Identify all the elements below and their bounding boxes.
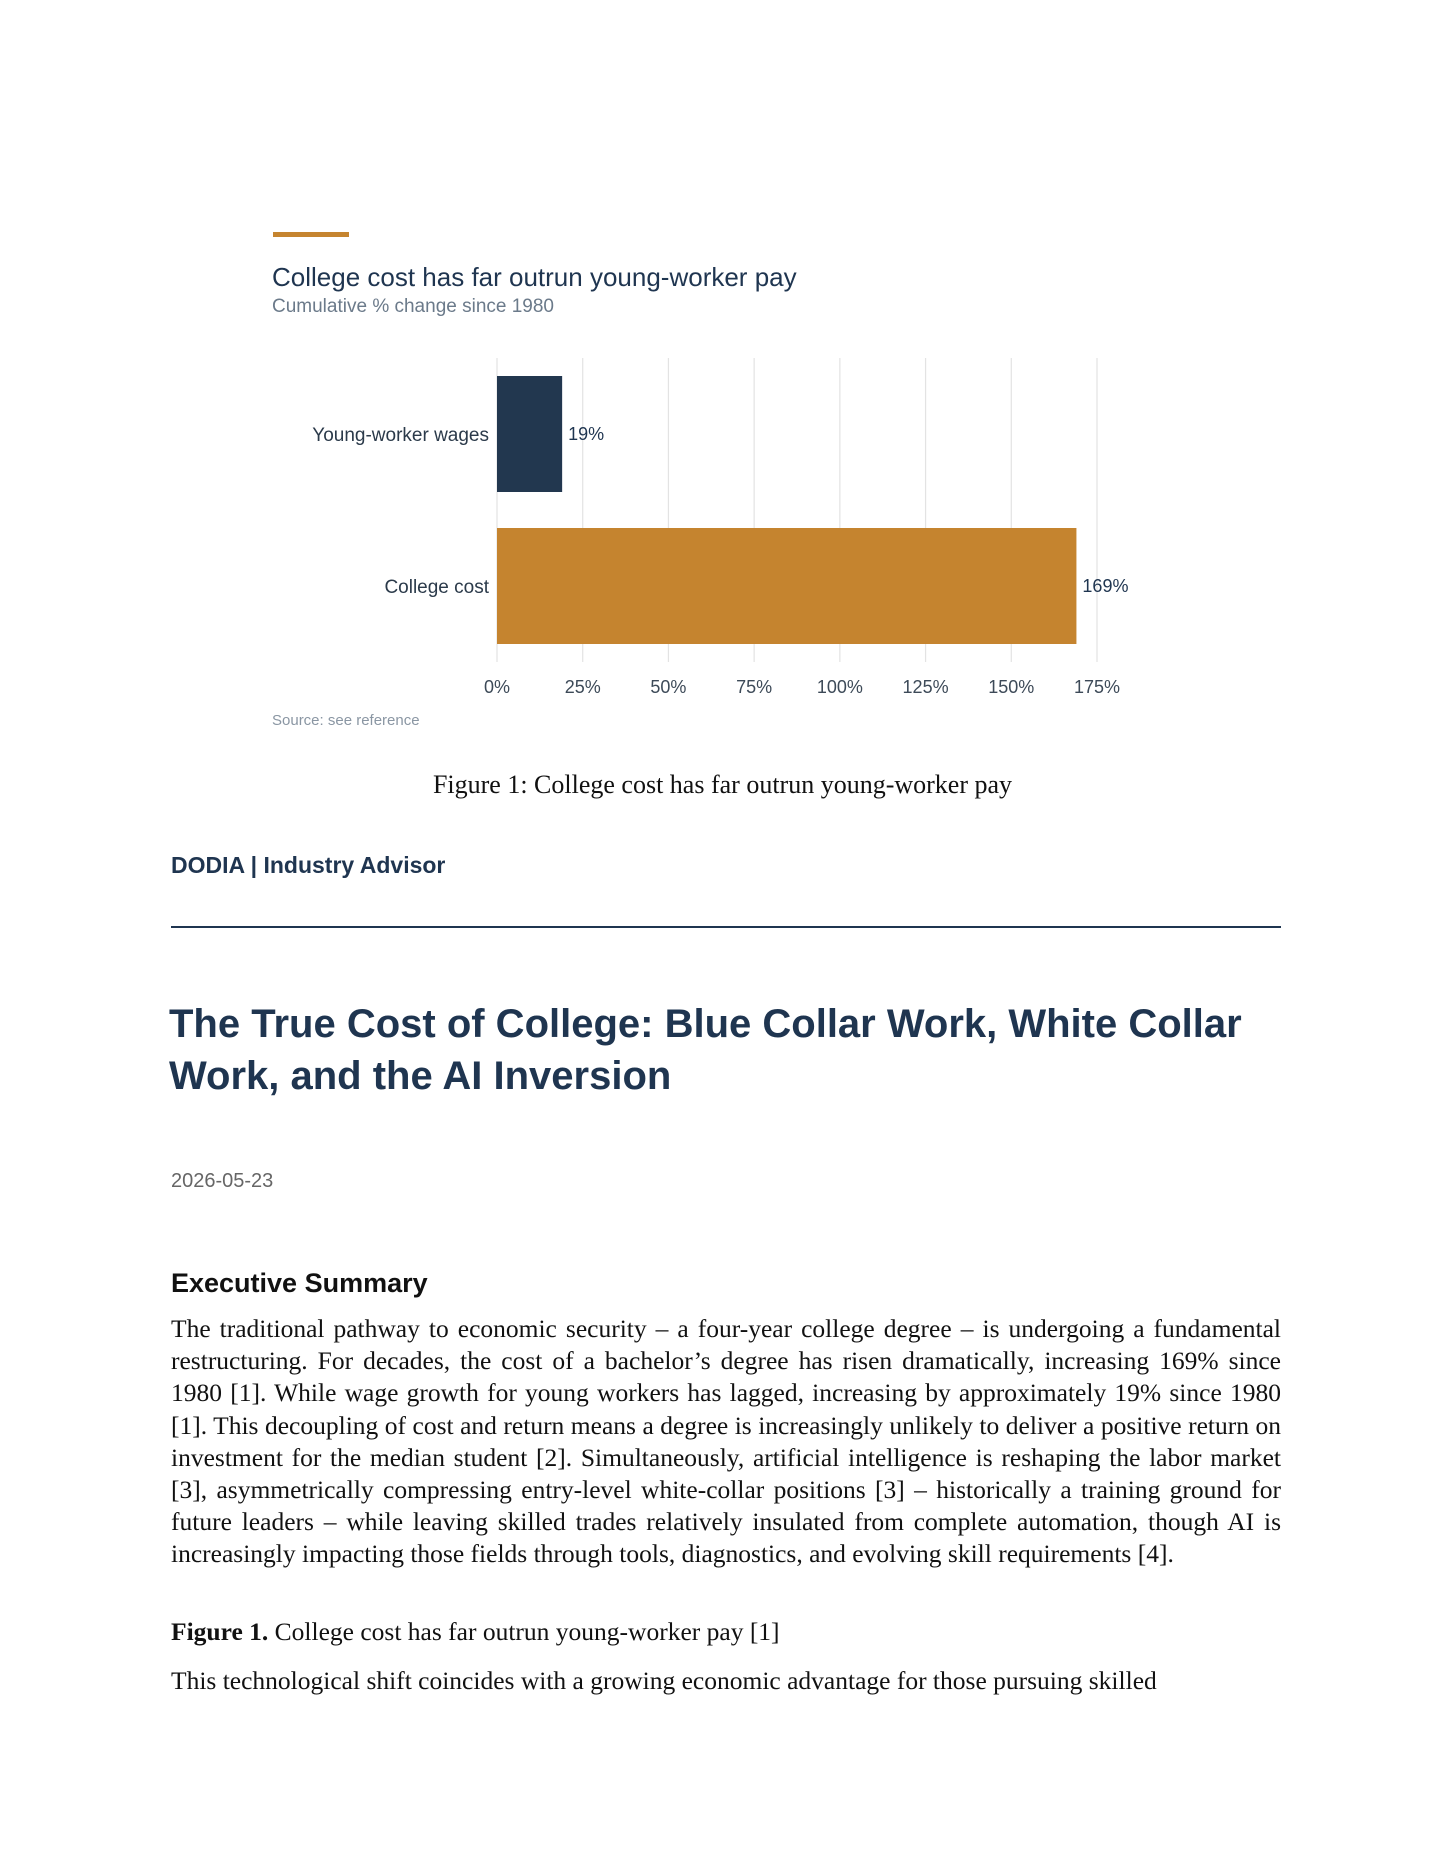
figure-caption: Figure 1: College cost has far outrun young-worker pay	[432, 770, 1013, 799]
chart-title: College cost has far outrun young-worker pay	[272, 262, 797, 292]
document-title: The True Cost of College: Blue Collar Work, White Collar Work, and the AI Inversion	[169, 1002, 1242, 1098]
brand-header: DODIA | Industry Advisor	[171, 852, 446, 878]
x-tick-label: 150%	[988, 677, 1035, 697]
header-divider	[171, 926, 1281, 928]
figure-reference-label: Figure 1.	[171, 1617, 269, 1646]
bar	[497, 528, 1076, 644]
chart-subtitle: Cumulative % change since 1980	[272, 296, 555, 317]
category-label: Young-worker wages	[312, 425, 489, 446]
bar-chart	[0, 0, 1445, 760]
bar	[497, 376, 562, 492]
x-tick-label: 75%	[736, 677, 773, 697]
x-tick-label: 175%	[1073, 677, 1121, 697]
body-paragraph: This technological shift coincides with a growing economic advantage for those pursuing skilled	[171, 1666, 1157, 1695]
x-tick-label: 50%	[650, 677, 687, 697]
data-label: 19%	[568, 424, 605, 444]
summary-paragraph: The traditional pathway to economic security – a four-year college degree – is undergoing a fundamental restructuring. For decades, the cost of a bachelor’s degree has risen dramatically, increasing 169% since 1980 [1]. While wage growth for young workers has lagged, increasing by approximately 19% since 1980 [1]. This decoupling of cost and return means a degree is increasingly unlikely to deliver a positive return on investment for the median student [2]. Simultaneously, artificial intelligence is reshaping the labor market [3], asymmetrically compressing entry-level white-collar positions [3] – historically a training ground for future leaders – while leaving skilled trades relatively insulated from complete automation, though AI is increasingly impacting those fields through tools, diagnostics, and evolving skill requirements [4].	[171, 1314, 1281, 1569]
data-label: 169%	[1082, 576, 1129, 596]
x-tick-label: 100%	[816, 677, 863, 697]
x-tick-label: 0%	[483, 677, 511, 697]
category-label: College cost	[384, 577, 489, 598]
x-tick-label: 25%	[564, 677, 601, 697]
figure-reference	[171, 1617, 780, 1647]
figure-reference-text: College cost has far outrun young-worker pay [1]	[274, 1617, 780, 1646]
chart-source: Source: see reference	[272, 712, 420, 729]
x-tick-label: 125%	[902, 677, 949, 697]
document-date: 2026-05-23	[171, 1170, 274, 1192]
section-heading: Executive Summary	[171, 1268, 428, 1298]
